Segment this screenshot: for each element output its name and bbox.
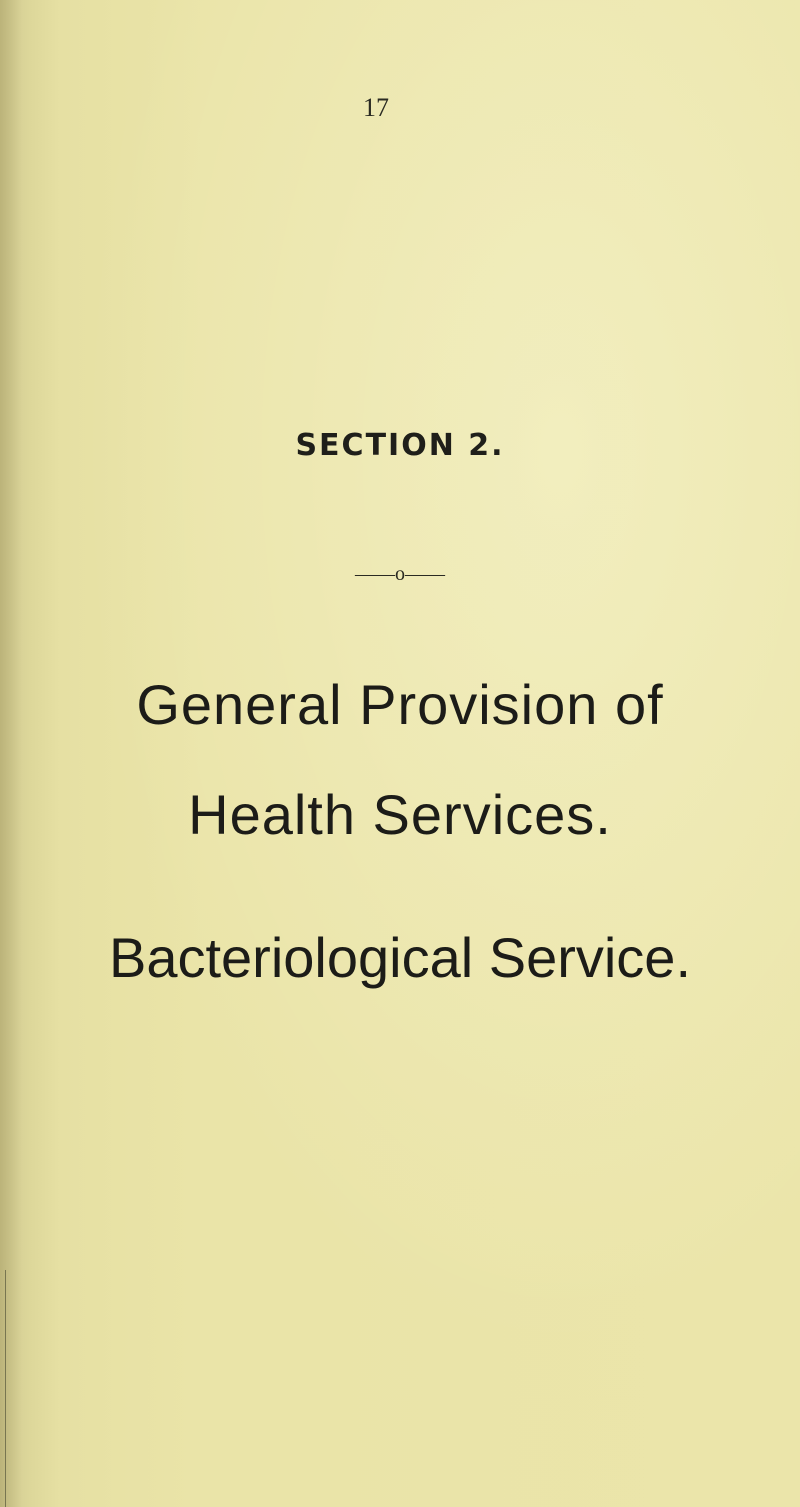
title-line-1: General Provision of <box>136 673 664 736</box>
service-heading: Bacteriological Service. <box>108 926 692 989</box>
section-heading: SECTION 2. <box>295 428 505 463</box>
page-number: 17 <box>363 93 389 122</box>
divider-ornament: ——o—— <box>355 563 445 585</box>
page-edge-line <box>5 1270 6 1507</box>
binding-shadow <box>0 0 22 1507</box>
title-line-2: Health Services. <box>188 783 612 846</box>
